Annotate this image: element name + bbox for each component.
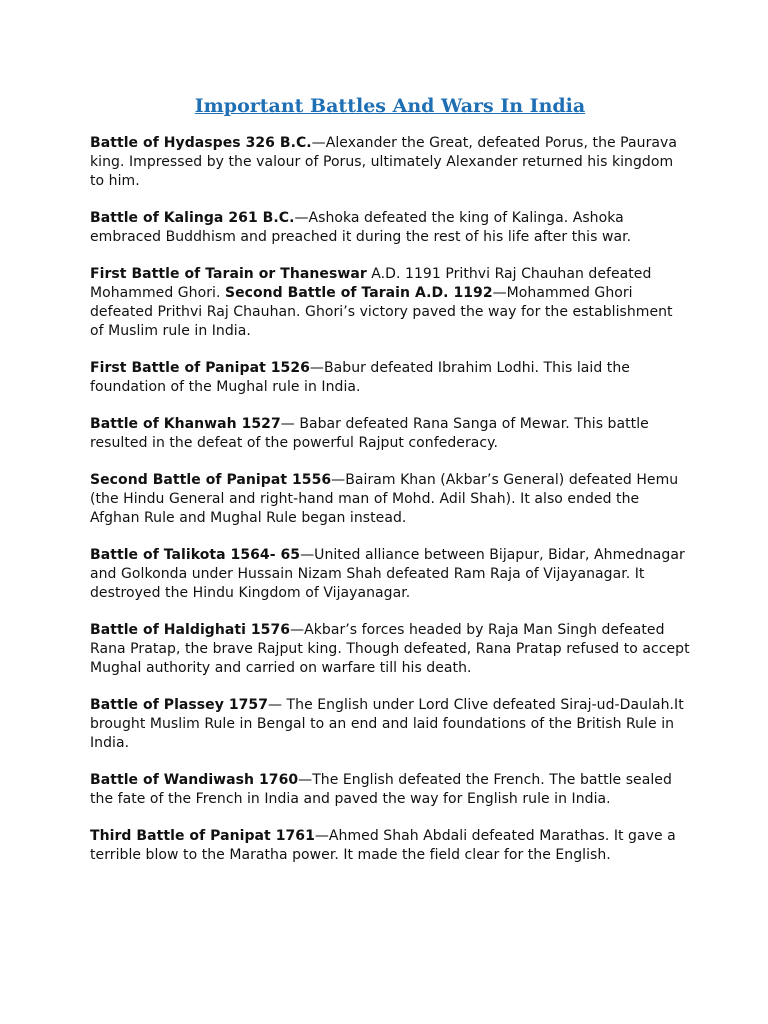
entry-heading: First Battle of Panipat 1526 bbox=[90, 360, 310, 376]
entry-heading-second: Second Battle of Tarain A.D. 1192 bbox=[224, 285, 493, 301]
entry-text: —Akbar’s forces headed by Raja Man Singh defeated Rana Pratap, the brave Rajput king. Though defeated, Rana Pratap refused to accept Mughal authority and carried on warfare till his death. bbox=[90, 622, 690, 676]
entry-kalinga bbox=[90, 209, 690, 247]
entry-haldighati bbox=[90, 621, 690, 678]
entry-text: —Alexander the Great, defeated Porus, the Paurava king. Impressed by the valour of Porus, ultimately Alexander returned his kingdom to him. bbox=[90, 135, 677, 189]
entry-heading: First Battle of Tarain or Thaneswar bbox=[90, 266, 367, 282]
entry-second-panipat bbox=[90, 471, 690, 528]
document-page bbox=[90, 92, 690, 883]
entry-text: —Ahmed Shah Abdali defeated Marathas. It gave a terrible blow to the Maratha power. It made the field clear for the English. bbox=[90, 828, 676, 863]
entry-heading: Battle of Talikota 1564- 65 bbox=[90, 547, 301, 563]
entry-text: — The English under Lord Clive defeated Siraj-ud-Daulah.It brought Muslim Rule in Bengal to an end and laid foundations of the British Rule in India. bbox=[90, 697, 684, 751]
entry-khanwah bbox=[90, 415, 690, 453]
entry-wandiwash bbox=[90, 771, 690, 809]
entry-first-panipat bbox=[90, 359, 690, 397]
entry-text: —Babur defeated Ibrahim Lodhi. This laid the foundation of the Mughal rule in India. bbox=[90, 360, 630, 395]
entry-heading: Second Battle of Panipat 1556 bbox=[90, 472, 332, 488]
entry-heading: Battle of Wandiwash 1760 bbox=[90, 772, 299, 788]
page-title: Important Battles And Wars In India bbox=[194, 95, 586, 117]
entry-heading: Battle of Khanwah 1527 bbox=[90, 416, 281, 432]
entry-text: —Bairam Khan (Akbar’s General) defeated Hemu (the Hindu General and right-hand man of Mohd. Adil Shah). It also ended the Afghan Rule and Mughal Rule began instead. bbox=[90, 472, 679, 526]
entry-talikota bbox=[90, 546, 690, 603]
entry-tarain bbox=[90, 265, 690, 341]
entry-hydaspes bbox=[90, 134, 690, 191]
entry-heading: Third Battle of Panipat 1761 bbox=[90, 828, 315, 844]
entry-third-panipat bbox=[90, 827, 690, 865]
entry-heading: Battle of Plassey 1757 bbox=[90, 697, 268, 713]
entry-heading: Battle of Kalinga 261 B.C. bbox=[90, 210, 295, 226]
entry-text: —United alliance between Bijapur, Bidar, Ahmednagar and Golkonda under Hussain Nizam Shah defeated Ram Raja of Vijayanagar. It destroyed the Hindu Kingdom of Vijayanagar. bbox=[90, 547, 685, 601]
entry-text: A.D. 1191 Prithvi Raj Chauhan defeated Mohammed Ghori. bbox=[90, 266, 652, 301]
entry-plassey bbox=[90, 696, 690, 753]
entry-text-second: —Mohammed Ghori defeated Prithvi Raj Chauhan. Ghori’s victory paved the way for the establishment of Muslim rule in India. bbox=[90, 285, 673, 339]
entry-heading: Battle of Hydaspes 326 B.C. bbox=[90, 135, 312, 151]
entry-text: —The English defeated the French. The battle sealed the fate of the French in India and paved the way for English rule in India. bbox=[90, 772, 672, 807]
entry-text: —Ashoka defeated the king of Kalinga. Ashoka embraced Buddhism and preached it during the rest of his life after this war. bbox=[90, 210, 632, 245]
entry-heading: Battle of Haldighati 1576 bbox=[90, 622, 291, 638]
entry-text: — Babar defeated Rana Sanga of Mewar. This battle resulted in the defeat of the powerful Rajput confederacy. bbox=[90, 416, 649, 451]
